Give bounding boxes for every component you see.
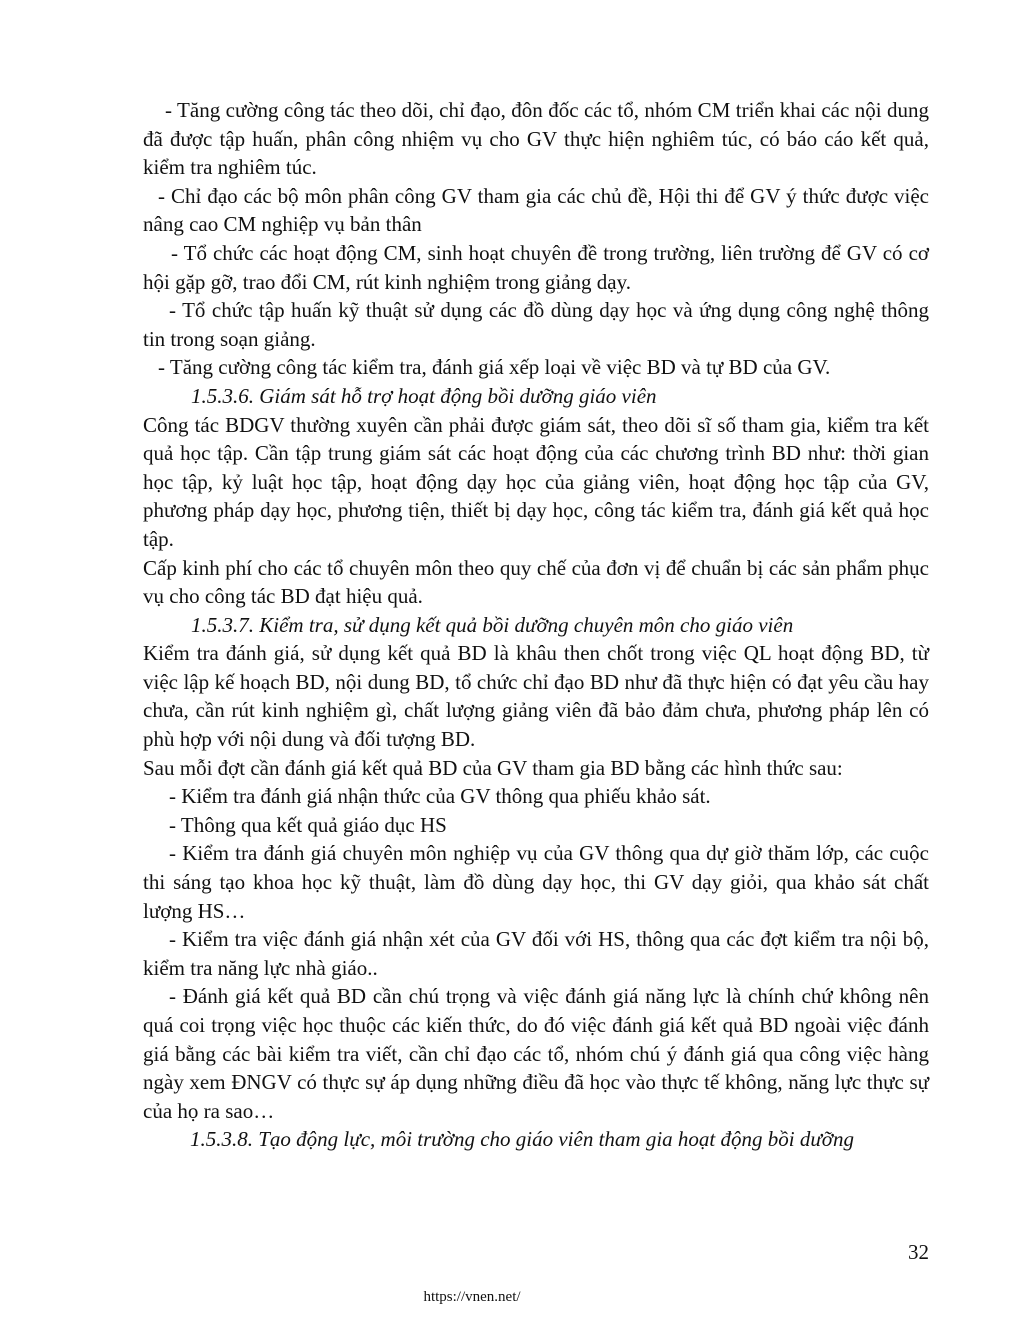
- paragraph: Công tác BDGV thường xuyên cần phải được giám sát, theo dõi sĩ số tham gia, kiểm tra kết quả học tập. Cần tập trung giám sát các hoạt động của các chương trình BD như: thời gian học tập, kỷ luật học tập, hoạt động dạy học của giảng viên, hoạt động học tập của GV, phương pháp dạy học, phương tiện, thiết bị dạy học, công tác kiểm tra, đánh giá kết quả học tập.: [143, 412, 929, 551]
- paragraph: - Kiểm tra đánh giá nhận thức của GV thông qua phiếu khảo sát.: [169, 784, 711, 809]
- footer-url: https://vnen.net/: [423, 1289, 521, 1305]
- section-heading: 1.5.3.6. Giám sát hỗ trợ hoạt động bồi dưỡng giáo viên: [191, 383, 657, 408]
- document-body: [143, 96, 929, 1154]
- paragraph: - Thông qua kết quả giáo dục HS: [169, 812, 447, 837]
- paragraph: - Tổ chức tập huấn kỹ thuật sử dụng các đồ dùng dạy học và ứng dụng công nghệ thông tin trong soạn giảng.: [143, 298, 929, 351]
- paragraph: Kiểm tra đánh giá, sử dụng kết quả BD là khâu then chốt trong việc QL hoạt động BD, từ việc lập kế hoạch BD, nội dung BD, tổ chức chỉ đạo BD như đã thực hiện có đạt yêu cầu hay chưa, cần rút kinh nghiệm gì, chất lượng giảng viên đã bảo đảm chưa, phương pháp lên có phù hợp với nội dung và đối tượng BD.: [143, 641, 929, 752]
- paragraph: - Kiểm tra đánh giá chuyên môn nghiệp vụ của GV thông qua dự giờ thăm lớp, các cuộc thi sáng tạo khoa học kỹ thuật, làm đồ dùng dạy học, thi GV dạy giỏi, qua khảo sát chất lượng HS…: [143, 841, 929, 923]
- paragraph: - Tăng cường công tác theo dõi, chỉ đạo, đôn đốc các tổ, nhóm CM triển khai các nội dung đã được tập huấn, phân công nhiệm vụ cho GV thực hiện nghiêm túc, có báo cáo kết quả, kiểm tra nghiêm túc.: [143, 98, 929, 180]
- paragraph: Sau mỗi đợt cần đánh giá kết quả BD của GV tham gia BD bằng các hình thức sau:: [143, 755, 843, 780]
- paragraph: - Tổ chức các hoạt động CM, sinh hoạt chuyên đề trong trường, liên trường để GV có cơ hội gặp gỡ, trao đổi CM, rút kinh nghiệm trong giảng dạy.: [143, 240, 929, 294]
- paragraph: - Kiểm tra việc đánh giá nhận xét của GV đối với HS, thông qua các đợt kiểm tra nội bộ, kiểm tra năng lực nhà giáo..: [143, 927, 929, 980]
- page-number: 32: [908, 1240, 929, 1264]
- paragraph: Cấp kinh phí cho các tổ chuyên môn theo quy chế của đơn vị để chuẩn bị các sản phẩm phục vụ cho công tác BD đạt hiệu quả.: [143, 555, 929, 609]
- paragraph: - Tăng cường công tác kiểm tra, đánh giá xếp loại về việc BD và tự BD của GV.: [158, 355, 831, 380]
- section-heading: 1.5.3.8. Tạo động lực, môi trường cho giáo viên tham gia hoạt động bồi dưỡng: [190, 1127, 855, 1152]
- paragraph: - Đánh giá kết quả BD cần chú trọng và việc đánh giá năng lực là chính chứ không nên quá coi trọng việc học thuộc các kiến thức, do đó việc đánh giá kết quả BD ngoài việc đánh giá bằng các bài kiểm tra viết, cần chỉ đạo các tổ, nhóm chú ý đánh giá qua công việc hàng ngày xem ĐNGV có thực sự áp dụng những điều đã học vào thực tế không, năng lực thực sự của họ ra sao…: [143, 984, 929, 1123]
- section-heading: 1.5.3.7. Kiểm tra, sử dụng kết quả bồi dưỡng chuyên môn cho giáo viên: [191, 612, 794, 637]
- paragraph: - Chỉ đạo các bộ môn phân công GV tham gia các chủ đề, Hội thi để GV ý thức được việc nâng cao CM nghiệp vụ bản thân: [143, 183, 929, 237]
